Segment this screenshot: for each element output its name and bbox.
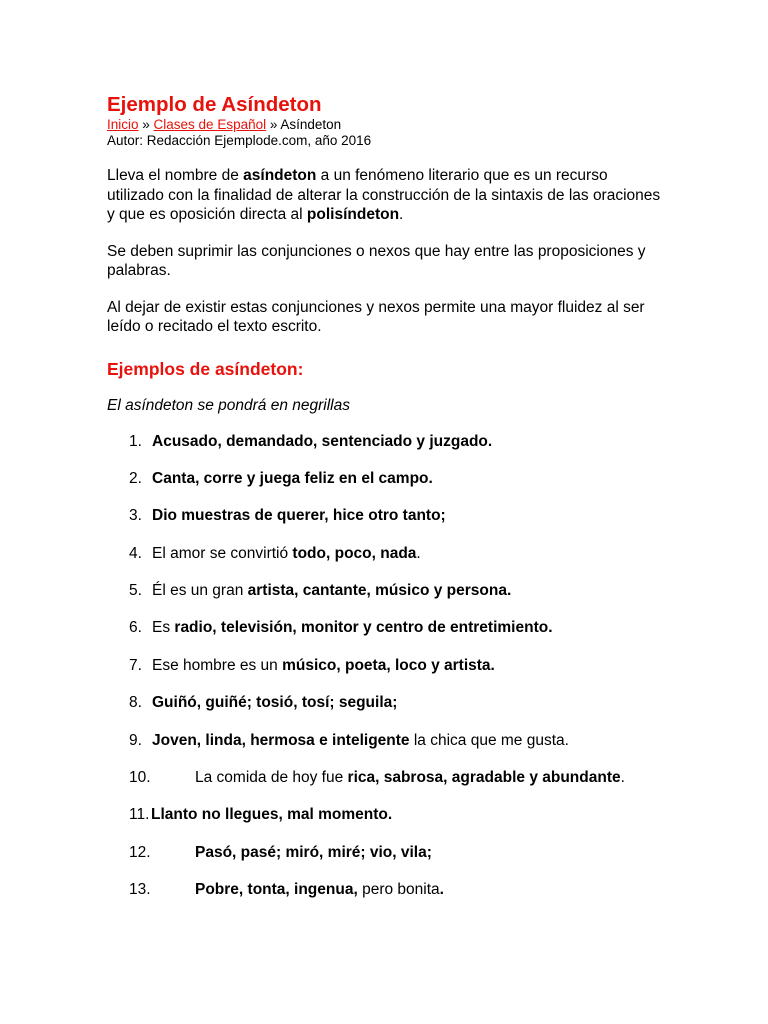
example-number: 12.: [129, 843, 151, 861]
example-asindeton: Joven, linda, hermosa e inteligente: [152, 731, 410, 749]
example-plain-text: .: [620, 769, 625, 787]
intro-paragraph-2: Se deben suprimir las conjunciones o nexos que hay entre las proposiciones y palabras.: [107, 242, 646, 279]
intro-term-polisindeton: polisíndeton: [306, 206, 400, 223]
intro-text: .: [399, 206, 404, 223]
examples-list: [107, 432, 667, 918]
example-item: [107, 581, 667, 618]
example-text: [152, 618, 553, 637]
examples-heading: Ejemplos de asíndeton:: [107, 358, 304, 379]
intro-text: Lleva el nombre de: [107, 167, 244, 184]
example-item: [107, 618, 667, 655]
example-text: [195, 843, 432, 862]
example-asindeton: artista, cantante, músico y persona.: [247, 582, 512, 600]
example-number: 5.: [129, 582, 142, 600]
examples-note: El asíndeton se pondrá en negrillas: [107, 396, 350, 414]
example-number: 13.: [129, 881, 151, 899]
example-plain-text: Es: [152, 619, 175, 637]
example-item: [107, 432, 667, 469]
example-item: [107, 880, 667, 917]
breadcrumb-current: Asíndeton: [280, 117, 342, 132]
example-plain-text: pero bonita: [357, 881, 440, 899]
example-text: [152, 581, 511, 600]
example-number: 1.: [129, 432, 142, 450]
example-plain-text: la chica que me gusta.: [409, 731, 569, 749]
example-asindeton: Llanto no llegues, mal momento.: [151, 806, 393, 824]
example-item: [107, 805, 667, 842]
intro-text: a un fenómeno literario que es un recurso utilizado con la finalidad de alterar la construcción de la sintaxis de las oraciones y que es oposición directa al: [107, 167, 661, 223]
example-text: [152, 544, 421, 563]
example-item: [107, 469, 667, 506]
example-asindeton: músico, poeta, loco y artista.: [282, 656, 495, 674]
breadcrumb-separator: »: [138, 117, 154, 132]
example-item: [107, 544, 667, 581]
breadcrumb: [107, 117, 667, 133]
example-number: 6.: [129, 619, 142, 637]
example-number: 11.: [129, 806, 150, 824]
example-text: [152, 506, 446, 525]
example-text: [151, 805, 392, 824]
example-asindeton: Acusado, demandado, sentenciado y juzgado.: [152, 432, 493, 450]
example-text: [195, 768, 625, 787]
intro-term-asindeton: asíndeton: [243, 167, 317, 184]
example-plain-text: La comida de hoy fue: [195, 769, 348, 787]
example-asindeton: Dio muestras de querer, hice otro tanto;: [152, 507, 446, 525]
breadcrumb-separator: »: [266, 117, 281, 132]
intro-paragraph-1: [107, 166, 667, 225]
example-text: [152, 469, 433, 488]
example-asindeton: Canta, corre y juega feliz en el campo.: [152, 469, 433, 487]
example-text: [152, 731, 569, 750]
intro-paragraph-3: Al dejar de existir estas conjunciones y nexos permite una mayor fluidez al ser leído o recitado el texto escrito.: [107, 298, 645, 335]
example-item: [107, 731, 667, 768]
example-asindeton: radio, televisión, monitor y centro de entretimiento.: [174, 619, 553, 637]
example-plain-text: Él es un gran: [152, 582, 248, 600]
example-item: [107, 768, 667, 805]
example-item: [107, 506, 667, 543]
example-text: [195, 880, 444, 899]
example-number: 4.: [129, 544, 142, 562]
example-text: [152, 656, 495, 675]
breadcrumb-link-home[interactable]: Inicio: [107, 117, 139, 132]
example-asindeton: Guiñó, guiñé; tosió, tosí; seguila;: [152, 694, 398, 712]
article: [107, 93, 667, 918]
example-plain-text: Ese hombre es un: [152, 656, 283, 674]
example-number: 8.: [129, 694, 142, 712]
page-title: Ejemplo de Asíndeton: [107, 93, 322, 116]
breadcrumb-link-category[interactable]: Clases de Español: [153, 117, 267, 132]
example-asindeton: Pasó, pasé; miró, miré; vio, vila;: [195, 843, 432, 861]
example-number: 10.: [129, 769, 151, 787]
example-text: [152, 432, 492, 451]
example-number: 2.: [129, 469, 142, 487]
example-item: [107, 843, 667, 880]
example-plain-text: El amor se convirtió: [152, 544, 293, 562]
example-number: 7.: [129, 656, 142, 674]
example-plain-text: .: [416, 544, 421, 562]
example-asindeton: Pobre, tonta, ingenua,: [195, 881, 358, 899]
example-asindeton: .: [439, 881, 444, 899]
example-text: [152, 693, 397, 712]
example-asindeton: todo, poco, nada: [292, 544, 417, 562]
example-item: [107, 656, 667, 693]
example-number: 9.: [129, 731, 142, 749]
example-asindeton: rica, sabrosa, agradable y abundante: [347, 769, 621, 787]
author-line: Autor: Redacción Ejemplode.com, año 2016: [107, 133, 372, 148]
example-number: 3.: [129, 507, 142, 525]
example-item: [107, 693, 667, 730]
